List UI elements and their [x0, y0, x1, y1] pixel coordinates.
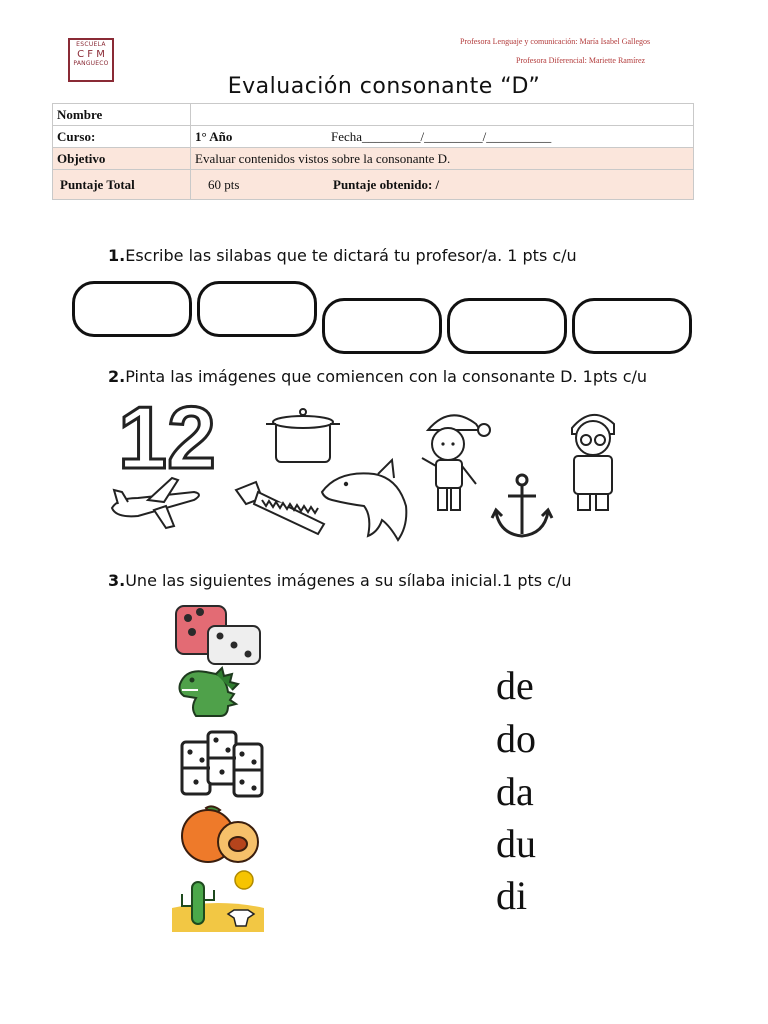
answer-box-4[interactable]	[447, 298, 567, 354]
question-3-number: 3.	[108, 571, 126, 590]
dolphin-drawing[interactable]	[318, 456, 412, 546]
question-1-number: 1.	[108, 246, 126, 265]
syllable-do[interactable]: do	[496, 716, 536, 761]
page-title: Evaluación consonante “D”	[227, 74, 541, 99]
question-2	[108, 367, 647, 386]
dice-icon[interactable]	[170, 600, 268, 666]
syllable-di[interactable]: di	[496, 873, 528, 918]
question-2-number: 2.	[108, 367, 126, 386]
answer-box-5[interactable]	[572, 298, 692, 354]
number-twelve-text: 12	[118, 396, 216, 476]
answer-box-1[interactable]	[72, 281, 192, 337]
nombre-field[interactable]	[191, 104, 694, 126]
anchor-drawing[interactable]	[490, 472, 554, 542]
question-3	[108, 571, 572, 590]
airplane-drawing[interactable]	[108, 470, 206, 530]
boy-drawing[interactable]	[410, 404, 494, 518]
puntaje-value: 60 pts	[208, 176, 240, 192]
question-2-text: Pinta las imágenes que comiencen con la consonante D. 1pts c/u	[125, 367, 648, 386]
question-1	[108, 246, 577, 265]
doctor-drawing[interactable]	[560, 404, 626, 514]
curso-label: Curso:	[53, 126, 191, 148]
logo-letters: C F M	[77, 49, 105, 60]
logo-bottom-text: PANGUECO	[73, 60, 109, 67]
objetivo-label: Objetivo	[53, 148, 191, 170]
teacher-differential: Profesora Diferencial: Mariette Ramírez	[516, 56, 646, 65]
curso-value: 1° Año	[195, 128, 233, 144]
syllable-du[interactable]: du	[496, 821, 536, 866]
cactus-desert-icon[interactable]	[172, 868, 264, 932]
question-3-text: Une las siguientes imágenes a su sílaba inicial.1 pts c/u	[125, 571, 572, 590]
info-table	[52, 103, 694, 200]
teacher-language: Profesora Lenguaje y comunicación: María Isabel Gallegos	[460, 37, 651, 46]
curso-fecha-cell	[191, 126, 694, 148]
syllable-de[interactable]: de	[496, 663, 534, 708]
answer-box-3[interactable]	[322, 298, 442, 354]
nombre-label: Nombre	[53, 104, 191, 126]
puntaje-obtenido: Puntaje obtenido: /	[333, 176, 440, 192]
saw-drawing[interactable]	[232, 476, 330, 538]
puntaje-label: Puntaje Total	[53, 170, 191, 200]
dinosaur-icon[interactable]	[176, 664, 242, 718]
number-twelve-drawing[interactable]	[118, 396, 230, 476]
syllable-da[interactable]: da	[496, 769, 534, 814]
fecha-field[interactable]: Fecha_________/_________/__________	[331, 128, 552, 144]
question-1-text: Escribe las silabas que te dictará tu profesor/a. 1 pts c/u	[125, 246, 577, 265]
objetivo-value: Evaluar contenidos vistos sobre la consonante D.	[191, 148, 694, 170]
peach-icon[interactable]	[176, 802, 268, 864]
logo-top-text: ESCUELA	[76, 41, 106, 48]
answer-box-2[interactable]	[197, 281, 317, 337]
puntaje-cell	[191, 170, 694, 200]
domino-icon[interactable]	[178, 728, 268, 800]
